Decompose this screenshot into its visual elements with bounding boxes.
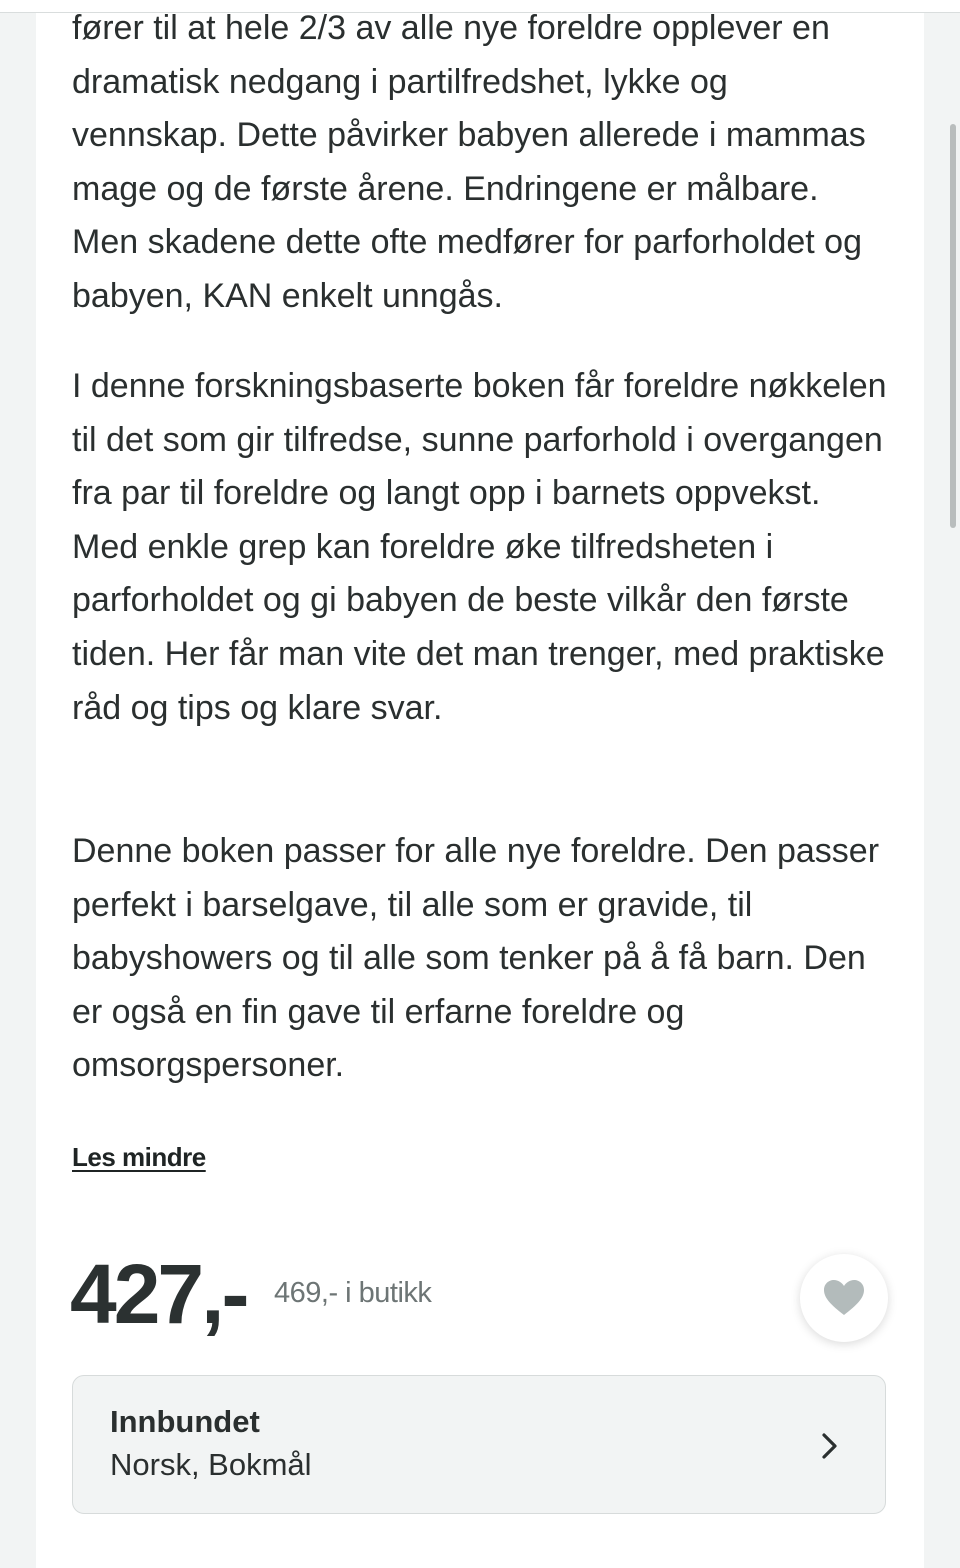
format-language: Norsk, Bokmål [110, 1447, 312, 1482]
read-less-link[interactable]: Les mindre [72, 1142, 206, 1172]
favorite-button[interactable] [800, 1254, 888, 1342]
description-paragraph-1: fører til at hele 2/3 av alle nye foreldre opplever en dramatisk nedgang i partilfredshet, lykke og vennskap. Dette påvirker babyen allerede i mammas mage og de første årene. Endringene er målbare. Men skadene dette ofte medfører for parforholdet og babyen, KAN enkelt unngås. [72, 9, 866, 315]
price: 427,- [70, 1247, 247, 1341]
scrollbar[interactable] [950, 124, 956, 528]
store-price: 469,- i butikk [274, 1277, 432, 1309]
chevron-right-icon [819, 1432, 841, 1460]
format-selector[interactable] [72, 1375, 886, 1514]
format-binding: Innbundet [110, 1404, 260, 1439]
description-paragraph-3: Denne boken passer for alle nye foreldre. Den passer perfekt i barselgave, til alle som er gravide, til babyshowers og til alle som tenker på å få barn. Den er også en fin gave til erfarne foreldre og omsorgspersoner. [72, 832, 880, 1085]
description-paragraph-2: I denne forskningsbaserte boken får foreldre nøkkelen til det som gir tilfredse, sunne parforhold i overgangen fra par til foreldre og langt opp i barnets oppvekst. Med enkle grep kan foreldre øke tilfredsheten i parforholdet og gi babyen de beste vilkår den første tiden. Her får man vite det man trenger, med praktiske råd og tips og klare svar. [72, 367, 887, 727]
heart-icon [823, 1279, 865, 1317]
